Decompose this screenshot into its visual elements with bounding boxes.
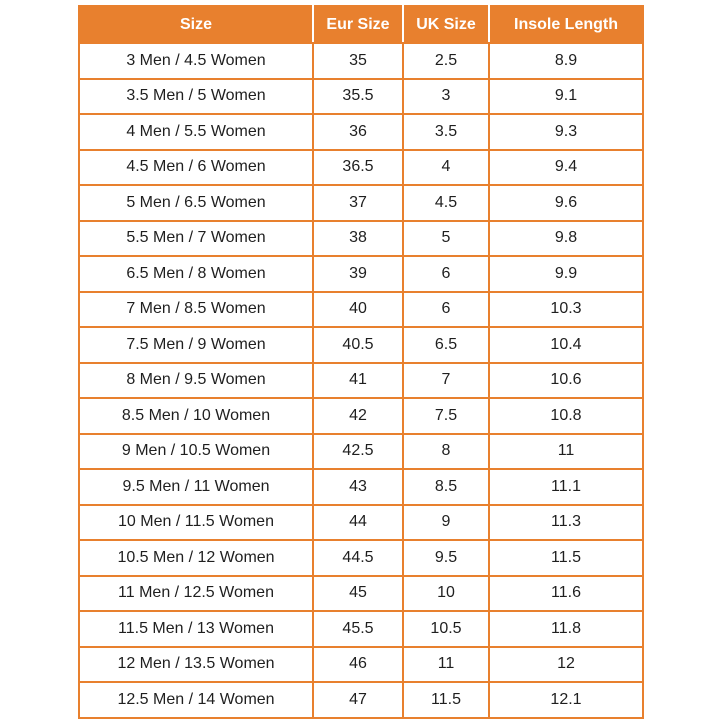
table-row xyxy=(79,43,643,79)
cell-size: 12.5 Men / 14 Women xyxy=(79,682,313,718)
cell-eur-size: 42.5 xyxy=(313,434,403,470)
cell-insole-length: 9.3 xyxy=(489,114,643,150)
cell-eur-size: 35 xyxy=(313,43,403,79)
cell-insole-length: 11.8 xyxy=(489,611,643,647)
cell-eur-size: 40 xyxy=(313,292,403,328)
cell-uk-size: 11 xyxy=(403,647,489,683)
cell-size: 12 Men / 13.5 Women xyxy=(79,647,313,683)
cell-eur-size: 40.5 xyxy=(313,327,403,363)
cell-uk-size: 6.5 xyxy=(403,327,489,363)
header-size: Size xyxy=(79,6,313,43)
cell-size: 3.5 Men / 5 Women xyxy=(79,79,313,115)
table-row xyxy=(79,327,643,363)
cell-insole-length: 11 xyxy=(489,434,643,470)
cell-eur-size: 36.5 xyxy=(313,150,403,186)
table-body xyxy=(79,43,643,718)
cell-insole-length: 10.8 xyxy=(489,398,643,434)
table-header-row xyxy=(79,6,643,43)
cell-size: 11 Men / 12.5 Women xyxy=(79,576,313,612)
cell-eur-size: 41 xyxy=(313,363,403,399)
cell-eur-size: 37 xyxy=(313,185,403,221)
cell-size: 3 Men / 4.5 Women xyxy=(79,43,313,79)
cell-uk-size: 3 xyxy=(403,79,489,115)
cell-eur-size: 46 xyxy=(313,647,403,683)
table-row xyxy=(79,540,643,576)
cell-insole-length: 9.8 xyxy=(489,221,643,257)
cell-uk-size: 8 xyxy=(403,434,489,470)
cell-eur-size: 47 xyxy=(313,682,403,718)
cell-uk-size: 11.5 xyxy=(403,682,489,718)
cell-insole-length: 10.4 xyxy=(489,327,643,363)
cell-eur-size: 35.5 xyxy=(313,79,403,115)
cell-eur-size: 42 xyxy=(313,398,403,434)
cell-size: 5.5 Men / 7 Women xyxy=(79,221,313,257)
cell-size: 8.5 Men / 10 Women xyxy=(79,398,313,434)
table-row xyxy=(79,363,643,399)
cell-size: 8 Men / 9.5 Women xyxy=(79,363,313,399)
cell-insole-length: 9.4 xyxy=(489,150,643,186)
table-row xyxy=(79,185,643,221)
header-eur-size: Eur Size xyxy=(313,6,403,43)
cell-insole-length: 9.9 xyxy=(489,256,643,292)
cell-size: 11.5 Men / 13 Women xyxy=(79,611,313,647)
cell-uk-size: 10 xyxy=(403,576,489,612)
cell-uk-size: 9.5 xyxy=(403,540,489,576)
cell-uk-size: 6 xyxy=(403,256,489,292)
cell-uk-size: 8.5 xyxy=(403,469,489,505)
cell-eur-size: 36 xyxy=(313,114,403,150)
table-row xyxy=(79,256,643,292)
cell-insole-length: 8.9 xyxy=(489,43,643,79)
cell-size: 4 Men / 5.5 Women xyxy=(79,114,313,150)
table-row xyxy=(79,469,643,505)
cell-eur-size: 44.5 xyxy=(313,540,403,576)
table-row xyxy=(79,434,643,470)
cell-eur-size: 43 xyxy=(313,469,403,505)
cell-uk-size: 7.5 xyxy=(403,398,489,434)
cell-uk-size: 9 xyxy=(403,505,489,541)
cell-size: 7.5 Men / 9 Women xyxy=(79,327,313,363)
cell-insole-length: 11.3 xyxy=(489,505,643,541)
cell-uk-size: 3.5 xyxy=(403,114,489,150)
cell-uk-size: 5 xyxy=(403,221,489,257)
cell-size: 9.5 Men / 11 Women xyxy=(79,469,313,505)
cell-uk-size: 10.5 xyxy=(403,611,489,647)
cell-insole-length: 11.5 xyxy=(489,540,643,576)
size-chart-table xyxy=(78,5,644,719)
header-insole-length: Insole Length xyxy=(489,6,643,43)
cell-insole-length: 10.6 xyxy=(489,363,643,399)
cell-eur-size: 44 xyxy=(313,505,403,541)
cell-insole-length: 9.1 xyxy=(489,79,643,115)
table-row xyxy=(79,79,643,115)
table-row xyxy=(79,150,643,186)
cell-size: 9 Men / 10.5 Women xyxy=(79,434,313,470)
cell-uk-size: 7 xyxy=(403,363,489,399)
cell-uk-size: 6 xyxy=(403,292,489,328)
cell-uk-size: 4.5 xyxy=(403,185,489,221)
cell-size: 10 Men / 11.5 Women xyxy=(79,505,313,541)
table-row xyxy=(79,292,643,328)
cell-size: 10.5 Men / 12 Women xyxy=(79,540,313,576)
cell-uk-size: 2.5 xyxy=(403,43,489,79)
cell-insole-length: 10.3 xyxy=(489,292,643,328)
cell-eur-size: 45.5 xyxy=(313,611,403,647)
table-row xyxy=(79,682,643,718)
cell-insole-length: 11.6 xyxy=(489,576,643,612)
cell-insole-length: 12.1 xyxy=(489,682,643,718)
table-row xyxy=(79,398,643,434)
cell-size: 5 Men / 6.5 Women xyxy=(79,185,313,221)
cell-size: 7 Men / 8.5 Women xyxy=(79,292,313,328)
cell-size: 4.5 Men / 6 Women xyxy=(79,150,313,186)
cell-insole-length: 11.1 xyxy=(489,469,643,505)
table-row xyxy=(79,611,643,647)
table-row xyxy=(79,576,643,612)
cell-insole-length: 12 xyxy=(489,647,643,683)
cell-eur-size: 39 xyxy=(313,256,403,292)
cell-eur-size: 38 xyxy=(313,221,403,257)
table-row xyxy=(79,221,643,257)
cell-insole-length: 9.6 xyxy=(489,185,643,221)
table-row xyxy=(79,647,643,683)
table-row xyxy=(79,114,643,150)
cell-eur-size: 45 xyxy=(313,576,403,612)
table-row xyxy=(79,505,643,541)
cell-size: 6.5 Men / 8 Women xyxy=(79,256,313,292)
cell-uk-size: 4 xyxy=(403,150,489,186)
header-uk-size: UK Size xyxy=(403,6,489,43)
